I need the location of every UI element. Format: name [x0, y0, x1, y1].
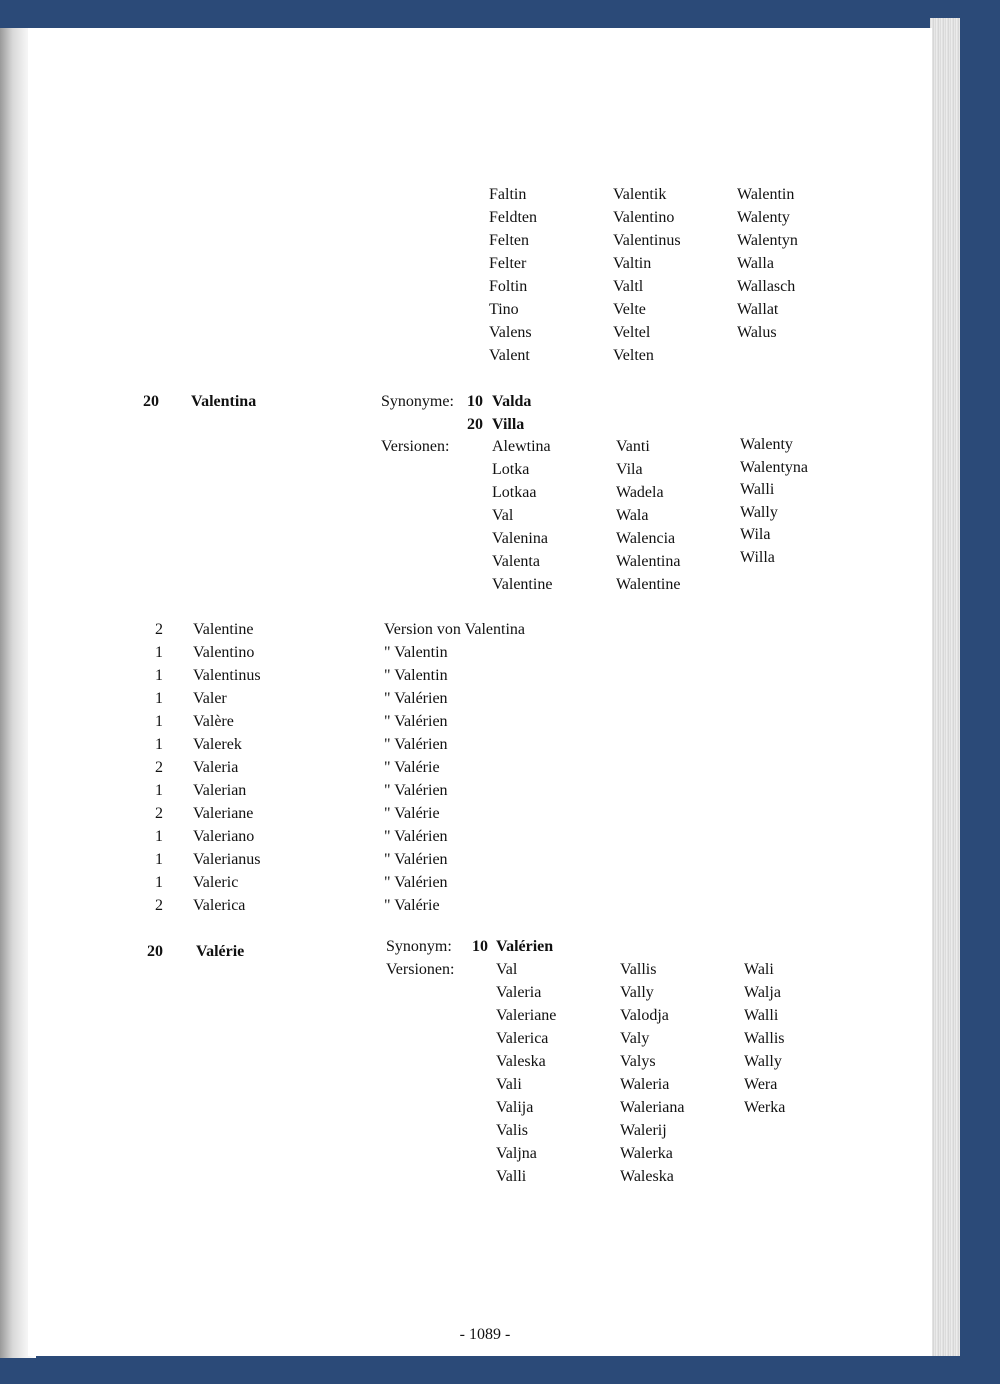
name-item: Valeriane: [496, 1007, 557, 1024]
name-item: Waleria: [620, 1076, 670, 1093]
name-item: Wali: [744, 961, 774, 978]
version-reference: " Valérien: [384, 782, 448, 799]
version-reference: " Valérien: [384, 713, 448, 730]
name-item: Valodja: [620, 1007, 669, 1024]
name-item: Wally: [740, 503, 778, 521]
version-name: Valerek: [193, 736, 242, 753]
name-item: Walenty: [737, 209, 790, 226]
version-name: Valeriane: [193, 805, 254, 822]
name-item: Valtin: [613, 255, 652, 272]
name-item: Lotka: [492, 461, 530, 478]
name-item: Valenta: [492, 553, 540, 570]
version-name: Valentinus: [193, 667, 261, 684]
name-item: Walentyna: [740, 458, 809, 476]
name-item: Velte: [613, 301, 646, 318]
name-item: Felter: [489, 255, 527, 272]
versions-label: Versionen:: [381, 438, 450, 455]
name-item: Faltin: [489, 186, 527, 203]
name-item: Val: [496, 961, 518, 978]
name-item: Walentyn: [737, 232, 798, 249]
name-item: Wallasch: [737, 278, 796, 295]
synonym-frequency: 10: [467, 393, 483, 410]
name-item: Vali: [496, 1076, 522, 1093]
name-item: Valentik: [613, 186, 667, 203]
version-frequency: 1: [155, 736, 163, 753]
name-item: Walus: [737, 324, 777, 341]
entry-frequency: 20: [147, 943, 163, 960]
name-item: Feldten: [489, 209, 537, 226]
name-item: Walli: [744, 1007, 779, 1024]
version-frequency: 2: [155, 759, 163, 776]
synonym-frequency: 10: [472, 938, 488, 955]
version-frequency: 1: [155, 828, 163, 845]
name-item: Willa: [740, 548, 775, 566]
name-item: Valeria: [496, 984, 542, 1001]
name-item: Valtl: [613, 278, 644, 295]
version-reference: " Valérie: [384, 759, 440, 776]
name-item: Foltin: [489, 278, 528, 295]
synonym-frequency: 20: [467, 416, 483, 433]
entry-name: Valérie: [196, 943, 245, 960]
version-name: Valerica: [193, 897, 246, 914]
version-name: Valeric: [193, 874, 239, 891]
synonym-name: Villa: [492, 416, 525, 433]
version-name: Valeria: [193, 759, 239, 776]
name-item: Lotkaa: [492, 484, 537, 501]
version-reference: " Valérie: [384, 805, 440, 822]
name-item: Valentinus: [613, 232, 681, 249]
name-item: Waleska: [620, 1168, 674, 1185]
name-item: Walerij: [620, 1122, 667, 1139]
version-name: Valer: [193, 690, 227, 707]
version-name: Valentino: [193, 644, 255, 661]
name-item: Valys: [620, 1053, 656, 1070]
name-item: Wallat: [737, 301, 779, 318]
name-item: Walencia: [616, 530, 676, 547]
name-item: Wala: [616, 507, 649, 524]
version-reference: " Valentin: [384, 644, 448, 661]
name-item: Valija: [496, 1099, 534, 1116]
name-item: Valent: [489, 347, 530, 364]
version-reference: " Valérien: [384, 690, 448, 707]
version-name: Valerianus: [193, 851, 261, 868]
version-frequency: 1: [155, 644, 163, 661]
name-item: Veltel: [613, 324, 651, 341]
version-reference: " Valérien: [384, 828, 448, 845]
synonym-label: Synonym:: [386, 938, 452, 955]
name-item: Vanti: [616, 438, 650, 455]
name-item: Walli: [740, 481, 775, 498]
name-item: Valis: [496, 1122, 528, 1139]
version-reference: Version von Valentina: [384, 621, 526, 638]
version-frequency: 1: [155, 667, 163, 684]
synonym-name: Valda: [492, 393, 532, 410]
name-item: Valens: [489, 324, 532, 341]
entry-frequency: 20: [143, 393, 159, 410]
name-item: Walentine: [616, 576, 681, 593]
name-item: Walentina: [616, 553, 681, 570]
version-frequency: 1: [155, 874, 163, 891]
name-item: Wallis: [744, 1030, 785, 1047]
version-name: Valeriano: [193, 828, 255, 845]
version-reference: " Valentin: [384, 667, 448, 684]
book-page: [28, 28, 932, 1356]
name-item: Walenty: [740, 436, 793, 453]
name-item: Walla: [737, 255, 774, 272]
version-reference: " Valérien: [384, 736, 448, 753]
name-item: Valentino: [613, 209, 675, 226]
name-item: Felten: [489, 232, 529, 249]
version-frequency: 1: [155, 782, 163, 799]
name-item: Tino: [489, 301, 519, 318]
name-item: Valeska: [496, 1053, 546, 1070]
name-item: Vallis: [620, 961, 657, 978]
version-frequency: 2: [155, 621, 163, 638]
name-item: Wadela: [616, 484, 664, 501]
name-item: Valjna: [496, 1145, 537, 1162]
version-frequency: 1: [155, 851, 163, 868]
page-stack-edge: [930, 18, 960, 1356]
name-item: Valerica: [496, 1030, 549, 1047]
name-item: Wera: [744, 1076, 778, 1093]
name-item: Valy: [620, 1030, 650, 1047]
name-item: Val: [492, 507, 514, 524]
version-frequency: 2: [155, 805, 163, 822]
version-name: Valerian: [193, 782, 247, 799]
name-item: Valentine: [492, 576, 553, 593]
name-item: Waleriana: [620, 1099, 685, 1116]
page-number: - 1089 -: [459, 1326, 511, 1343]
name-item: Werka: [744, 1099, 786, 1116]
synonym-label: Synonyme:: [381, 393, 454, 410]
name-item: Wila: [740, 526, 771, 543]
version-name: Valère: [193, 713, 234, 730]
version-reference: " Valérie: [384, 897, 440, 914]
version-reference: " Valérien: [384, 851, 448, 868]
name-item: Valli: [496, 1168, 527, 1185]
name-item: Vila: [616, 461, 643, 478]
name-item: Valenina: [492, 530, 548, 547]
version-frequency: 1: [155, 690, 163, 707]
name-item: Wally: [744, 1053, 782, 1070]
versions-label: Versionen:: [386, 961, 455, 978]
name-item: Walja: [744, 984, 781, 1001]
version-reference: " Valérien: [384, 874, 448, 891]
version-frequency: 2: [155, 897, 163, 914]
name-item: Walentin: [737, 186, 795, 203]
name-item: Walerka: [620, 1145, 673, 1162]
name-item: Alewtina: [492, 438, 551, 455]
entry-name: Valentina: [191, 393, 257, 410]
version-frequency: 1: [155, 713, 163, 730]
version-name: Valentine: [193, 621, 254, 638]
name-item: Vally: [620, 984, 654, 1001]
name-item: Velten: [613, 347, 654, 364]
synonym-name: Valérien: [496, 938, 554, 955]
